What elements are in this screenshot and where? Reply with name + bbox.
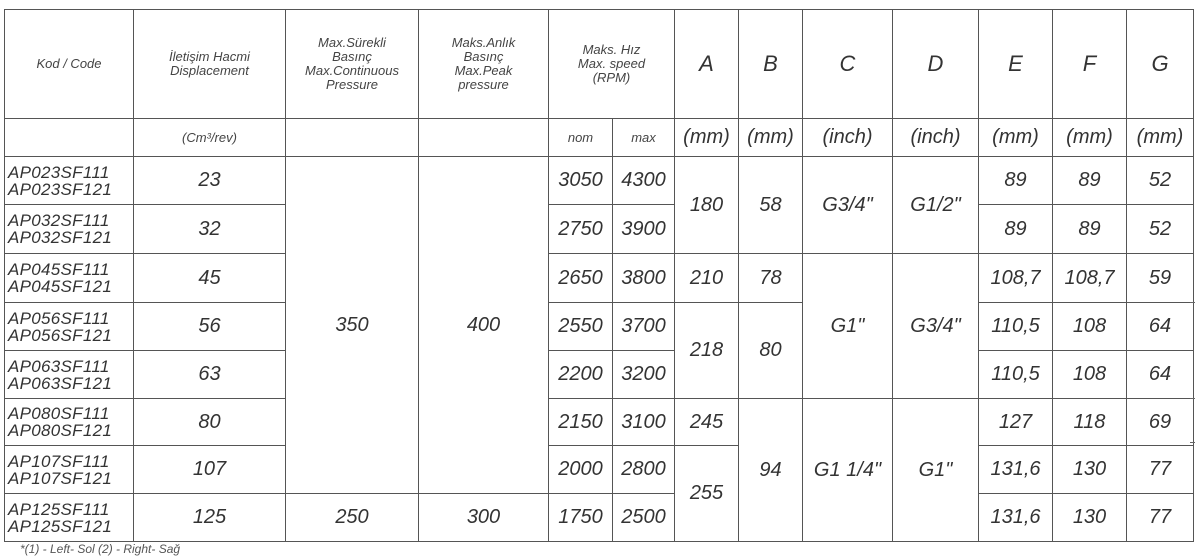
speed-max-value: 2800 <box>613 446 675 494</box>
dim-d-value: G1" <box>893 399 979 542</box>
dim-c-value: G1" <box>803 254 893 399</box>
unit-a: (mm) <box>675 119 739 157</box>
speed-max-value: 3200 <box>613 351 675 399</box>
dim-a-value: 245 <box>675 399 739 446</box>
dim-f-value: 89 <box>1053 157 1127 205</box>
peak-pressure-value: 400 <box>419 157 549 494</box>
speed-nom-value: 2200 <box>549 351 613 399</box>
unit-d: (inch) <box>893 119 979 157</box>
header-max-continuous: Max.Sürekli Basınç Max.Continuous Pressure <box>286 10 419 119</box>
dim-g-value: 77 <box>1127 446 1194 494</box>
table-row <box>5 205 1194 254</box>
dim-g-value: 64 <box>1127 351 1194 399</box>
speed-max-value: 2500 <box>613 494 675 542</box>
unit-e: (mm) <box>979 119 1053 157</box>
model-code: AP045SF111 AP045SF121 <box>5 254 134 303</box>
header-c: C <box>803 10 893 119</box>
dim-f-value: 118 <box>1053 399 1127 446</box>
model-code: AP080SF111 AP080SF121 <box>5 399 134 446</box>
units-peak-empty <box>419 119 549 157</box>
displacement-value: 32 <box>134 205 286 254</box>
dim-f-value: 108 <box>1053 303 1127 351</box>
dim-b-value: 80 <box>739 303 803 399</box>
dim-a-value: 210 <box>675 254 739 303</box>
unit-speed-max: max <box>613 119 675 157</box>
dim-e-value: 89 <box>979 157 1053 205</box>
peak-pressure-value: 300 <box>419 494 549 542</box>
table-row <box>5 303 1194 351</box>
header-code: Kod / Code <box>5 10 134 119</box>
dim-f-value: 89 <box>1053 205 1127 254</box>
speed-max-value: 3800 <box>613 254 675 303</box>
dim-g-value: 77 <box>1127 494 1194 542</box>
table-row <box>5 494 1194 542</box>
dim-a-value: 255 <box>675 446 739 542</box>
header-d: D <box>893 10 979 119</box>
speed-max-value: 4300 <box>613 157 675 205</box>
header-row <box>5 10 1194 119</box>
dim-a-value: 180 <box>675 157 739 254</box>
dim-a-value: 218 <box>675 303 739 399</box>
displacement-value: 56 <box>134 303 286 351</box>
dim-g-value: 64 <box>1127 303 1194 351</box>
table-row <box>5 399 1194 446</box>
header-e: E <box>979 10 1053 119</box>
header-max-peak: Maks.Anlık Basınç Max.Peak pressure <box>419 10 549 119</box>
dim-d-value: G1/2" <box>893 157 979 254</box>
displacement-value: 23 <box>134 157 286 205</box>
header-displacement: İletişim Hacmi Displacement <box>134 10 286 119</box>
dim-f-value: 130 <box>1053 494 1127 542</box>
dim-d-value: G3/4" <box>893 254 979 399</box>
speed-nom-value: 2550 <box>549 303 613 351</box>
unit-g: (mm) <box>1127 119 1194 157</box>
dim-b-value: 58 <box>739 157 803 254</box>
units-code-empty <box>5 119 134 157</box>
displacement-value: 125 <box>134 494 286 542</box>
unit-displacement: (Cm³/rev) <box>134 119 286 157</box>
dim-f-value: 108,7 <box>1053 254 1127 303</box>
dim-e-value: 89 <box>979 205 1053 254</box>
speed-nom-value: 3050 <box>549 157 613 205</box>
units-row <box>5 119 1194 157</box>
speed-nom-value: 1750 <box>549 494 613 542</box>
units-cont-empty <box>286 119 419 157</box>
speed-nom-value: 2150 <box>549 399 613 446</box>
dim-b-value: 94 <box>739 399 803 542</box>
displacement-value: 45 <box>134 254 286 303</box>
unit-f: (mm) <box>1053 119 1127 157</box>
model-code: AP032SF111 AP032SF121 <box>5 205 134 254</box>
dim-g-value: 52 <box>1127 157 1194 205</box>
unit-c: (inch) <box>803 119 893 157</box>
header-f: F <box>1053 10 1127 119</box>
table-row <box>5 157 1194 205</box>
speed-max-value: 3900 <box>613 205 675 254</box>
header-b: B <box>739 10 803 119</box>
displacement-value: 107 <box>134 446 286 494</box>
dim-e-value: 110,5 <box>979 351 1053 399</box>
model-code: AP125SF111 AP125SF121 <box>5 494 134 542</box>
speed-nom-value: 2750 <box>549 205 613 254</box>
dim-g-value: 52 <box>1127 205 1194 254</box>
dim-b-value: 78 <box>739 254 803 303</box>
dim-e-value: 110,5 <box>979 303 1053 351</box>
model-code: AP056SF111 AP056SF121 <box>5 303 134 351</box>
model-code: AP107SF111 AP107SF121 <box>5 446 134 494</box>
edge-tick <box>1190 442 1195 443</box>
table-row <box>5 254 1194 303</box>
speed-max-value: 3100 <box>613 399 675 446</box>
dim-c-value: G3/4" <box>803 157 893 254</box>
table-row <box>5 446 1194 494</box>
dim-f-value: 130 <box>1053 446 1127 494</box>
edge-tick <box>1190 398 1195 399</box>
continuous-pressure-value: 350 <box>286 157 419 494</box>
footnote: *(1) - Left- Sol (2) - Right- Sağ <box>20 542 181 556</box>
dim-e-value: 131,6 <box>979 494 1053 542</box>
dim-e-value: 127 <box>979 399 1053 446</box>
header-g: G <box>1127 10 1194 119</box>
dim-e-value: 131,6 <box>979 446 1053 494</box>
displacement-value: 63 <box>134 351 286 399</box>
pump-spec-table <box>4 9 1194 542</box>
dim-c-value: G1 1/4" <box>803 399 893 542</box>
model-code: AP023SF111 AP023SF121 <box>5 157 134 205</box>
table-row <box>5 351 1194 399</box>
speed-nom-value: 2650 <box>549 254 613 303</box>
continuous-pressure-value: 250 <box>286 494 419 542</box>
dim-e-value: 108,7 <box>979 254 1053 303</box>
displacement-value: 80 <box>134 399 286 446</box>
edge-tick <box>1190 302 1195 303</box>
dim-g-value: 69 <box>1127 399 1194 446</box>
speed-max-value: 3700 <box>613 303 675 351</box>
unit-speed-nom: nom <box>549 119 613 157</box>
header-max-speed: Maks. Hız Max. speed (RPM) <box>549 10 675 119</box>
model-code: AP063SF111 AP063SF121 <box>5 351 134 399</box>
unit-b: (mm) <box>739 119 803 157</box>
dim-g-value: 59 <box>1127 254 1194 303</box>
speed-nom-value: 2000 <box>549 446 613 494</box>
dim-f-value: 108 <box>1053 351 1127 399</box>
header-a: A <box>675 10 739 119</box>
